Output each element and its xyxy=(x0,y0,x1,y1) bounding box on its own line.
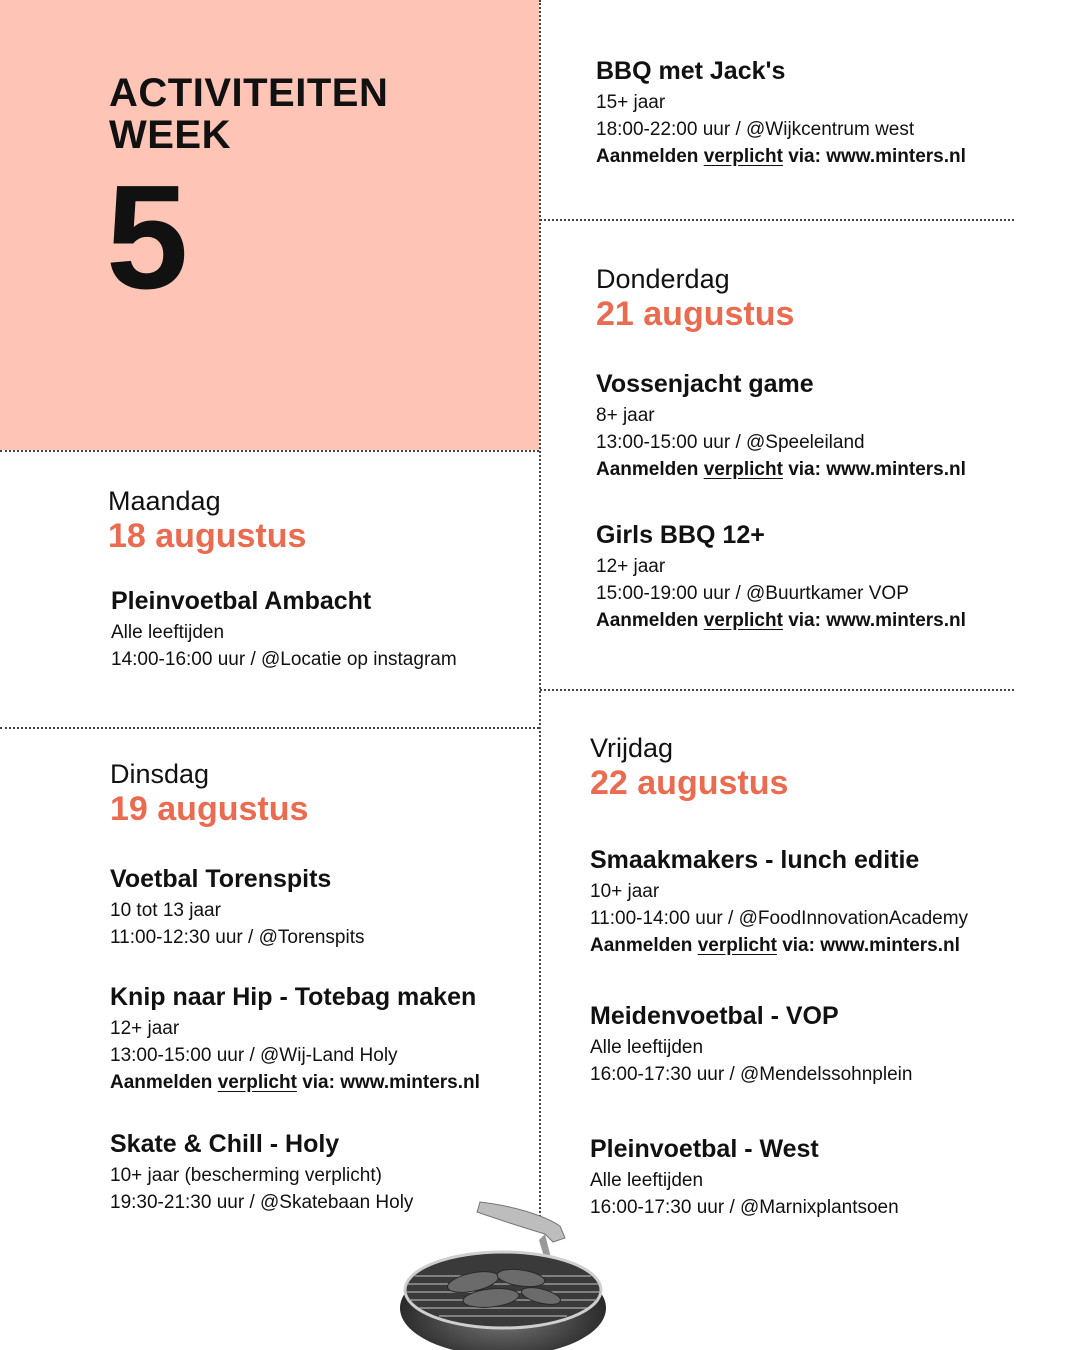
activity-time-location: 15:00-19:00 uur / @Buurtkamer VOP xyxy=(596,583,909,604)
row-divider-tuesday xyxy=(0,727,539,729)
activity-item xyxy=(590,1133,1030,1221)
day-date: 19 augustus xyxy=(110,790,309,828)
activity-title: Pleinvoetbal Ambacht xyxy=(111,587,372,615)
activity-title: Smaakmakers - lunch editie xyxy=(590,846,920,874)
day-date: 21 augustus xyxy=(596,295,795,333)
activity-item xyxy=(110,863,550,951)
day-weekday: Dinsdag xyxy=(110,759,210,789)
registration-emphasis: verplicht xyxy=(217,1072,297,1093)
activity-item xyxy=(590,844,1030,960)
activity-title: Girls BBQ 12+ xyxy=(596,521,765,549)
registration-link[interactable]: via: www.minters.nl xyxy=(782,935,960,956)
activity-age: 15+ jaar xyxy=(596,92,666,113)
activity-age: 10 tot 13 jaar xyxy=(110,900,221,921)
title-line-1: ACTIVITEITEN xyxy=(109,71,389,115)
registration-emphasis: verplicht xyxy=(703,146,783,167)
day-date: 18 augustus xyxy=(108,517,307,555)
activity-age: 12+ jaar xyxy=(596,556,666,577)
activity-title: Pleinvoetbal - West xyxy=(590,1135,819,1163)
row-divider-thursday xyxy=(540,219,1014,221)
grill-with-hand-icon xyxy=(395,1198,620,1350)
activity-age: Alle leeftijden xyxy=(111,622,225,643)
activity-time-location: 13:00-15:00 uur / @Speeleiland xyxy=(596,432,865,453)
activity-time-location: 11:00-14:00 uur / @FoodInnovationAcademy xyxy=(590,908,969,929)
activity-title: Meidenvoetbal - VOP xyxy=(590,1002,839,1030)
activity-time-location: 16:00-17:30 uur / @Marnixplantsoen xyxy=(590,1197,899,1218)
activity-item xyxy=(596,368,1036,484)
activity-age: 12+ jaar xyxy=(110,1018,180,1039)
registration-note xyxy=(596,143,1036,171)
activity-item xyxy=(110,981,550,1097)
activity-title: Vossenjacht game xyxy=(596,370,814,398)
registration-prefix: Aanmelden xyxy=(596,459,699,480)
registration-prefix: Aanmelden xyxy=(110,1072,213,1093)
week-number: 5 xyxy=(106,155,187,320)
registration-prefix: Aanmelden xyxy=(590,935,693,956)
activity-time-location: 11:00-12:30 uur / @Torenspits xyxy=(110,927,365,948)
registration-emphasis: verplicht xyxy=(697,935,777,956)
registration-note xyxy=(110,1069,550,1097)
activity-title: Knip naar Hip - Totebag maken xyxy=(110,983,477,1011)
activity-title: Skate & Chill - Holy xyxy=(110,1130,340,1158)
day-date: 22 augustus xyxy=(590,764,789,802)
registration-prefix: Aanmelden xyxy=(596,146,699,167)
activity-title: BBQ met Jack's xyxy=(596,57,786,85)
activity-item xyxy=(596,55,1036,171)
activity-age: 10+ jaar xyxy=(590,881,660,902)
activity-age: Alle leeftijden xyxy=(590,1170,704,1191)
activity-time-location: 19:30-21:30 uur / @Skatebaan Holy xyxy=(110,1192,414,1213)
day-friday xyxy=(590,732,788,802)
registration-note xyxy=(590,932,1030,960)
registration-prefix: Aanmelden xyxy=(596,610,699,631)
title-line-2: WEEK xyxy=(109,113,231,157)
day-tuesday xyxy=(110,758,308,828)
activity-time-location: 13:00-15:00 uur / @Wij-Land Holy xyxy=(110,1045,398,1066)
activity-time-location: 14:00-16:00 uur / @Locatie op instagram xyxy=(111,649,457,670)
activity-time-location: 18:00-22:00 uur / @Wijkcentrum west xyxy=(596,119,915,140)
day-weekday: Maandag xyxy=(108,486,221,516)
activity-title: Voetbal Torenspits xyxy=(110,865,332,893)
registration-note xyxy=(596,607,1036,635)
activity-item xyxy=(590,1000,1030,1088)
row-divider-friday xyxy=(540,689,1014,691)
registration-emphasis: verplicht xyxy=(703,459,783,480)
day-weekday: Vrijdag xyxy=(590,733,674,763)
page-title xyxy=(109,72,388,156)
registration-link[interactable]: via: www.minters.nl xyxy=(302,1072,480,1093)
registration-emphasis: verplicht xyxy=(703,610,783,631)
activity-age: Alle leeftijden xyxy=(590,1037,704,1058)
day-monday xyxy=(108,485,306,555)
activity-age: 10+ jaar (bescherming verplicht) xyxy=(110,1165,382,1186)
activity-age: 8+ jaar xyxy=(596,405,655,426)
registration-link[interactable]: via: www.minters.nl xyxy=(788,610,966,631)
registration-link[interactable]: via: www.minters.nl xyxy=(788,459,966,480)
activity-time-location: 16:00-17:30 uur / @Mendelssohnplein xyxy=(590,1064,913,1085)
day-weekday: Donderdag xyxy=(596,264,730,294)
day-thursday xyxy=(596,263,794,333)
hero-panel xyxy=(0,0,539,450)
row-divider-monday xyxy=(0,450,539,452)
activity-item xyxy=(111,585,551,673)
registration-link[interactable]: via: www.minters.nl xyxy=(788,146,966,167)
activity-item xyxy=(596,519,1036,635)
registration-note xyxy=(596,456,1036,484)
